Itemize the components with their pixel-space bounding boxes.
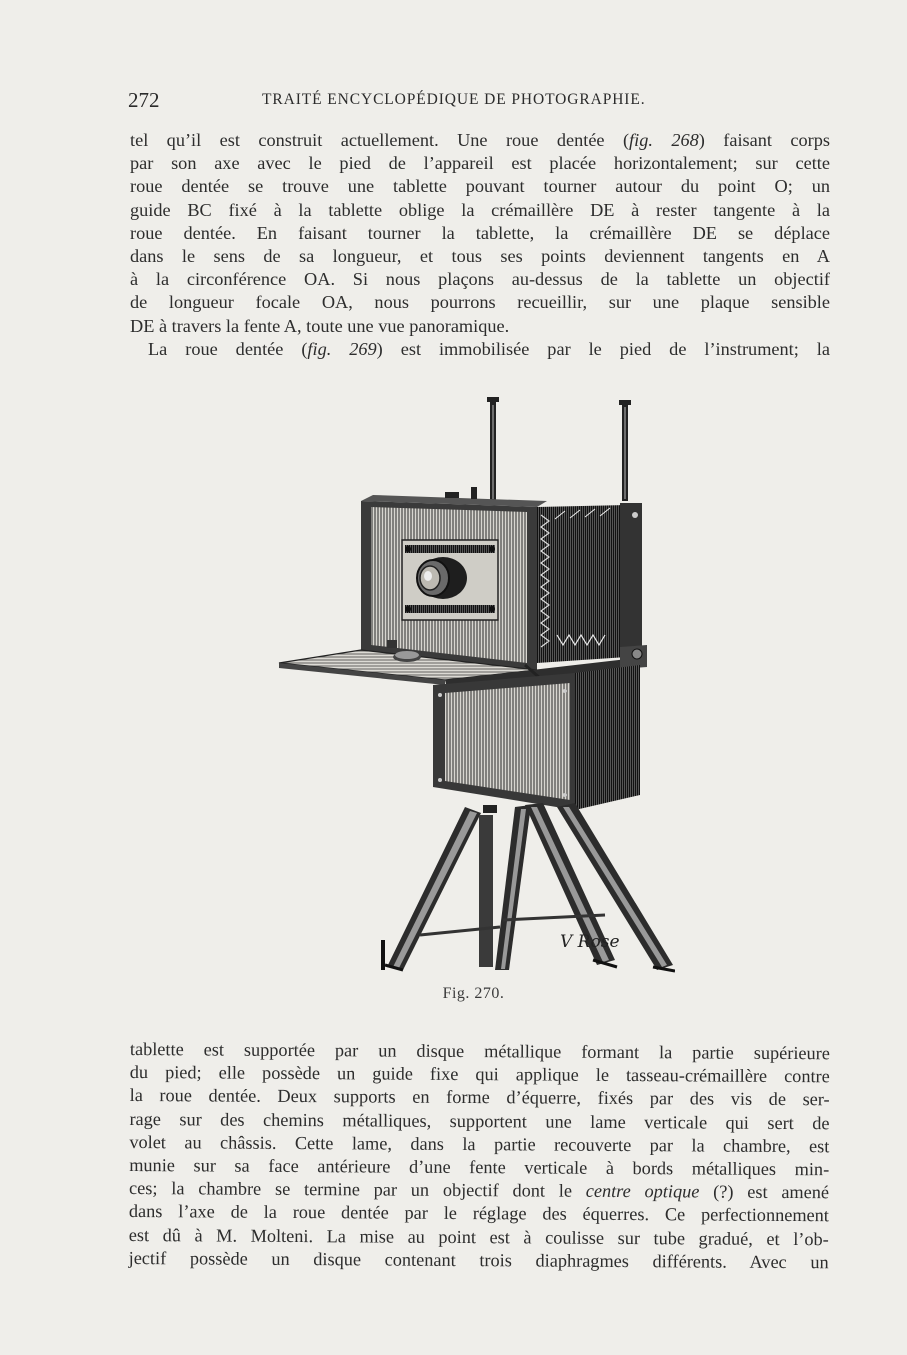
caption-text: Fig. 270.: [442, 985, 505, 1002]
text-run: (?) est amené: [699, 1181, 830, 1203]
text-run: ces; la chambre se termine par un objectif dont le: [129, 1178, 586, 1202]
camera-bellows: [537, 505, 627, 663]
camera-rear-frame: [620, 503, 642, 663]
text-line: de longueur focale OA, nous pourrons recueillir, sur une plaque sensible: [130, 292, 830, 313]
text-line: dans le sens de sa longueur, et tous ses points deviennent tangents en A: [130, 246, 830, 267]
italic-term: centre optique: [585, 1181, 700, 1202]
text-run: ) est immobilisée par le pied de l’instrument; la: [376, 339, 830, 359]
text-line: volet au châssis. Cette lame, dans la partie recouverte par la chambre, est: [129, 1131, 830, 1157]
text-line: à la circonférence OA. Si nous plaçons au-dessus de la tablette un objectif: [130, 269, 830, 290]
text-line: dans l’axe de la roue dentée par le réglage des équerres. Ce perfectionnement: [128, 1201, 829, 1226]
text-line: roue dentée se trouve une tablette pouvant tourner autour du point O; un: [130, 176, 830, 197]
text-line: par son axe avec le pied de l’appareil est placée horizontalement; sur cette: [130, 153, 830, 174]
camera-chassis: [433, 665, 640, 810]
text-line: guide BC fixé à la tablette oblige la crémaillère DE à rester tangente à la: [130, 199, 830, 220]
signature-text: V Rose: [560, 932, 620, 952]
text-line: DE à travers la fente A, toute une vue panoramique.: [130, 315, 510, 336]
text-line: la roue dentée. Deux supports en forme d’équerre, fixés par des vis de ser-: [129, 1085, 830, 1110]
figure-caption: [0, 985, 907, 1003]
tripod: [383, 803, 675, 971]
text-line: est dû à M. Molteni. La mise au point est à coulisse sur tube gradué, et l’ob-: [128, 1224, 829, 1249]
engraver-signature: [560, 932, 620, 952]
paragraph-3: [129, 1038, 830, 1274]
figure-reference: fig. 269: [307, 339, 377, 359]
text-line: roue dentée. En faisant tourner la tablette, la crémaillère DE se déplace: [130, 222, 830, 243]
paragraph-2: [130, 338, 830, 361]
camera-engraving: [275, 395, 675, 980]
text-line: rage sur des chemins métalliques, supportent une lame verticale qui sert de: [129, 1108, 830, 1133]
figure-reference: fig. 268: [629, 130, 699, 150]
camera-lens: [417, 557, 467, 599]
text-line: du pied; elle possède un guide fixe qui applique le tasseau-crémaillère contre: [129, 1062, 830, 1087]
text-line: munie sur sa face antérieure d’une fente verticale à bords métalliques min-: [129, 1155, 830, 1180]
text-line: [130, 338, 830, 361]
text-run: La roue dentée (: [148, 339, 308, 359]
camera-rods: [487, 397, 631, 501]
text-line: jectif possède un disque contenant trois diaphragmes différents. Avec un: [128, 1247, 829, 1273]
text-run: ) faisant corps: [698, 130, 830, 150]
page-number: 272: [128, 88, 160, 112]
page-header: [128, 88, 828, 114]
running-title: TRAITÉ ENCYCLOPÉDIQUE DE PHOTOGRAPHIE.: [262, 91, 646, 108]
text-run: tel qu’il est construit actuellement. Une roue dentée (: [130, 130, 630, 150]
text-line: [130, 129, 830, 152]
text-line: tablette est supportée par un disque métallique formant la partie supérieure: [129, 1039, 830, 1064]
paragraph-1: [130, 129, 830, 338]
